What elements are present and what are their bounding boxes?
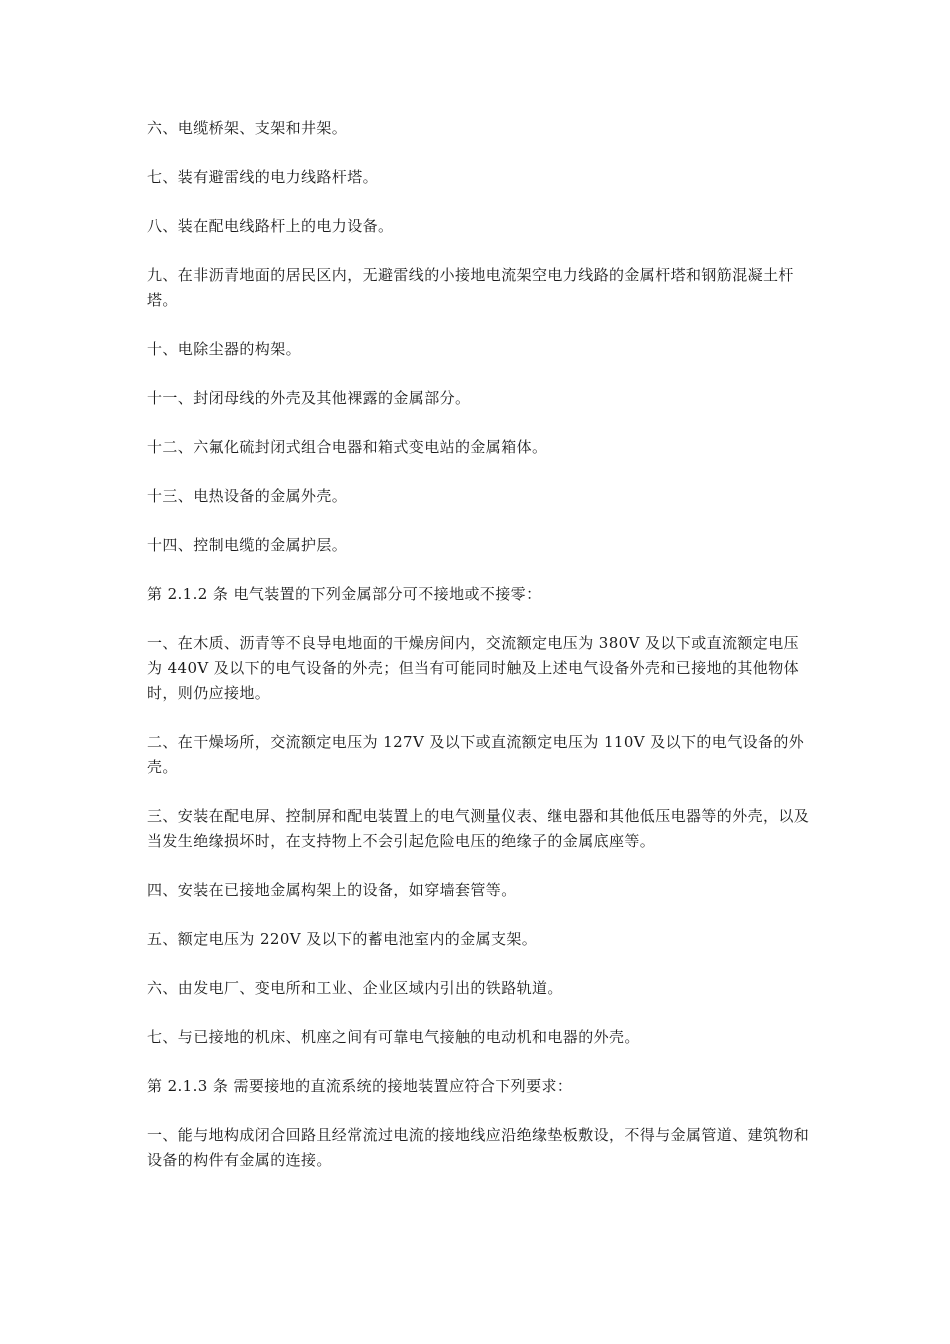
list-item: 十一、封闭母线的外壳及其他裸露的金属部分。 [147, 389, 471, 407]
section-heading: 第 2.1.3 条 需要接地的直流系统的接地装置应符合下列要求： [147, 1077, 573, 1095]
list-item: 六、由发电厂、变电所和工业、企业区域内引出的铁路轨道。 [147, 979, 563, 997]
list-item: 三、安装在配电屏、控制屏和配电装置上的电气测量仪表、继电器和其他低压电器等的外壳，以及当发生绝缘损坏时，在支持物上不会引起危险电压的绝缘子的金属底座等。 [147, 807, 810, 850]
list-item: 十三、电热设备的金属外壳。 [147, 487, 348, 505]
list-item: 二、在干燥场所，交流额定电压为 127V 及以下或直流额定电压为 110V 及以下的电气设备的外壳。 [147, 733, 805, 776]
list-item: 十四、控制电缆的金属护层。 [147, 536, 348, 554]
list-item: 一、能与地构成闭合回路且经常流过电流的接地线应沿绝缘垫板敷设，不得与金属管道、建筑物和设备的构件有金属的连接。 [147, 1126, 810, 1169]
list-item: 四、安装在已接地金属构架上的设备，如穿墙套管等。 [147, 881, 517, 899]
list-item: 十二、六氟化硫封闭式组合电器和箱式变电站的金属箱体。 [147, 438, 548, 456]
list-item: 七、装有避雷线的电力线路杆塔。 [147, 168, 379, 186]
document-body [147, 116, 812, 1197]
list-item: 十、电除尘器的构架。 [147, 340, 302, 358]
list-item: 五、额定电压为 220V 及以下的蓄电池室内的金属支架。 [147, 930, 538, 948]
list-item: 八、装在配电线路杆上的电力设备。 [147, 217, 394, 235]
list-item: 六、电缆桥架、支架和井架。 [147, 119, 348, 137]
list-item: 七、与已接地的机床、机座之间有可靠电气接触的电动机和电器的外壳。 [147, 1028, 640, 1046]
list-item: 九、在非沥青地面的居民区内，无避雷线的小接地电流架空电力线路的金属杆塔和钢筋混凝土杆塔。 [147, 266, 794, 309]
list-item: 一、在木质、沥青等不良导电地面的干燥房间内，交流额定电压为 380V 及以下或直流额定电压为 440V 及以下的电气设备的外壳；但当有可能同时触及上述电气设备外壳和已接地的其他物体时，则仍应接地。 [147, 634, 800, 702]
section-heading: 第 2.1.2 条 电气装置的下列金属部分可不接地或不接零： [147, 585, 542, 603]
